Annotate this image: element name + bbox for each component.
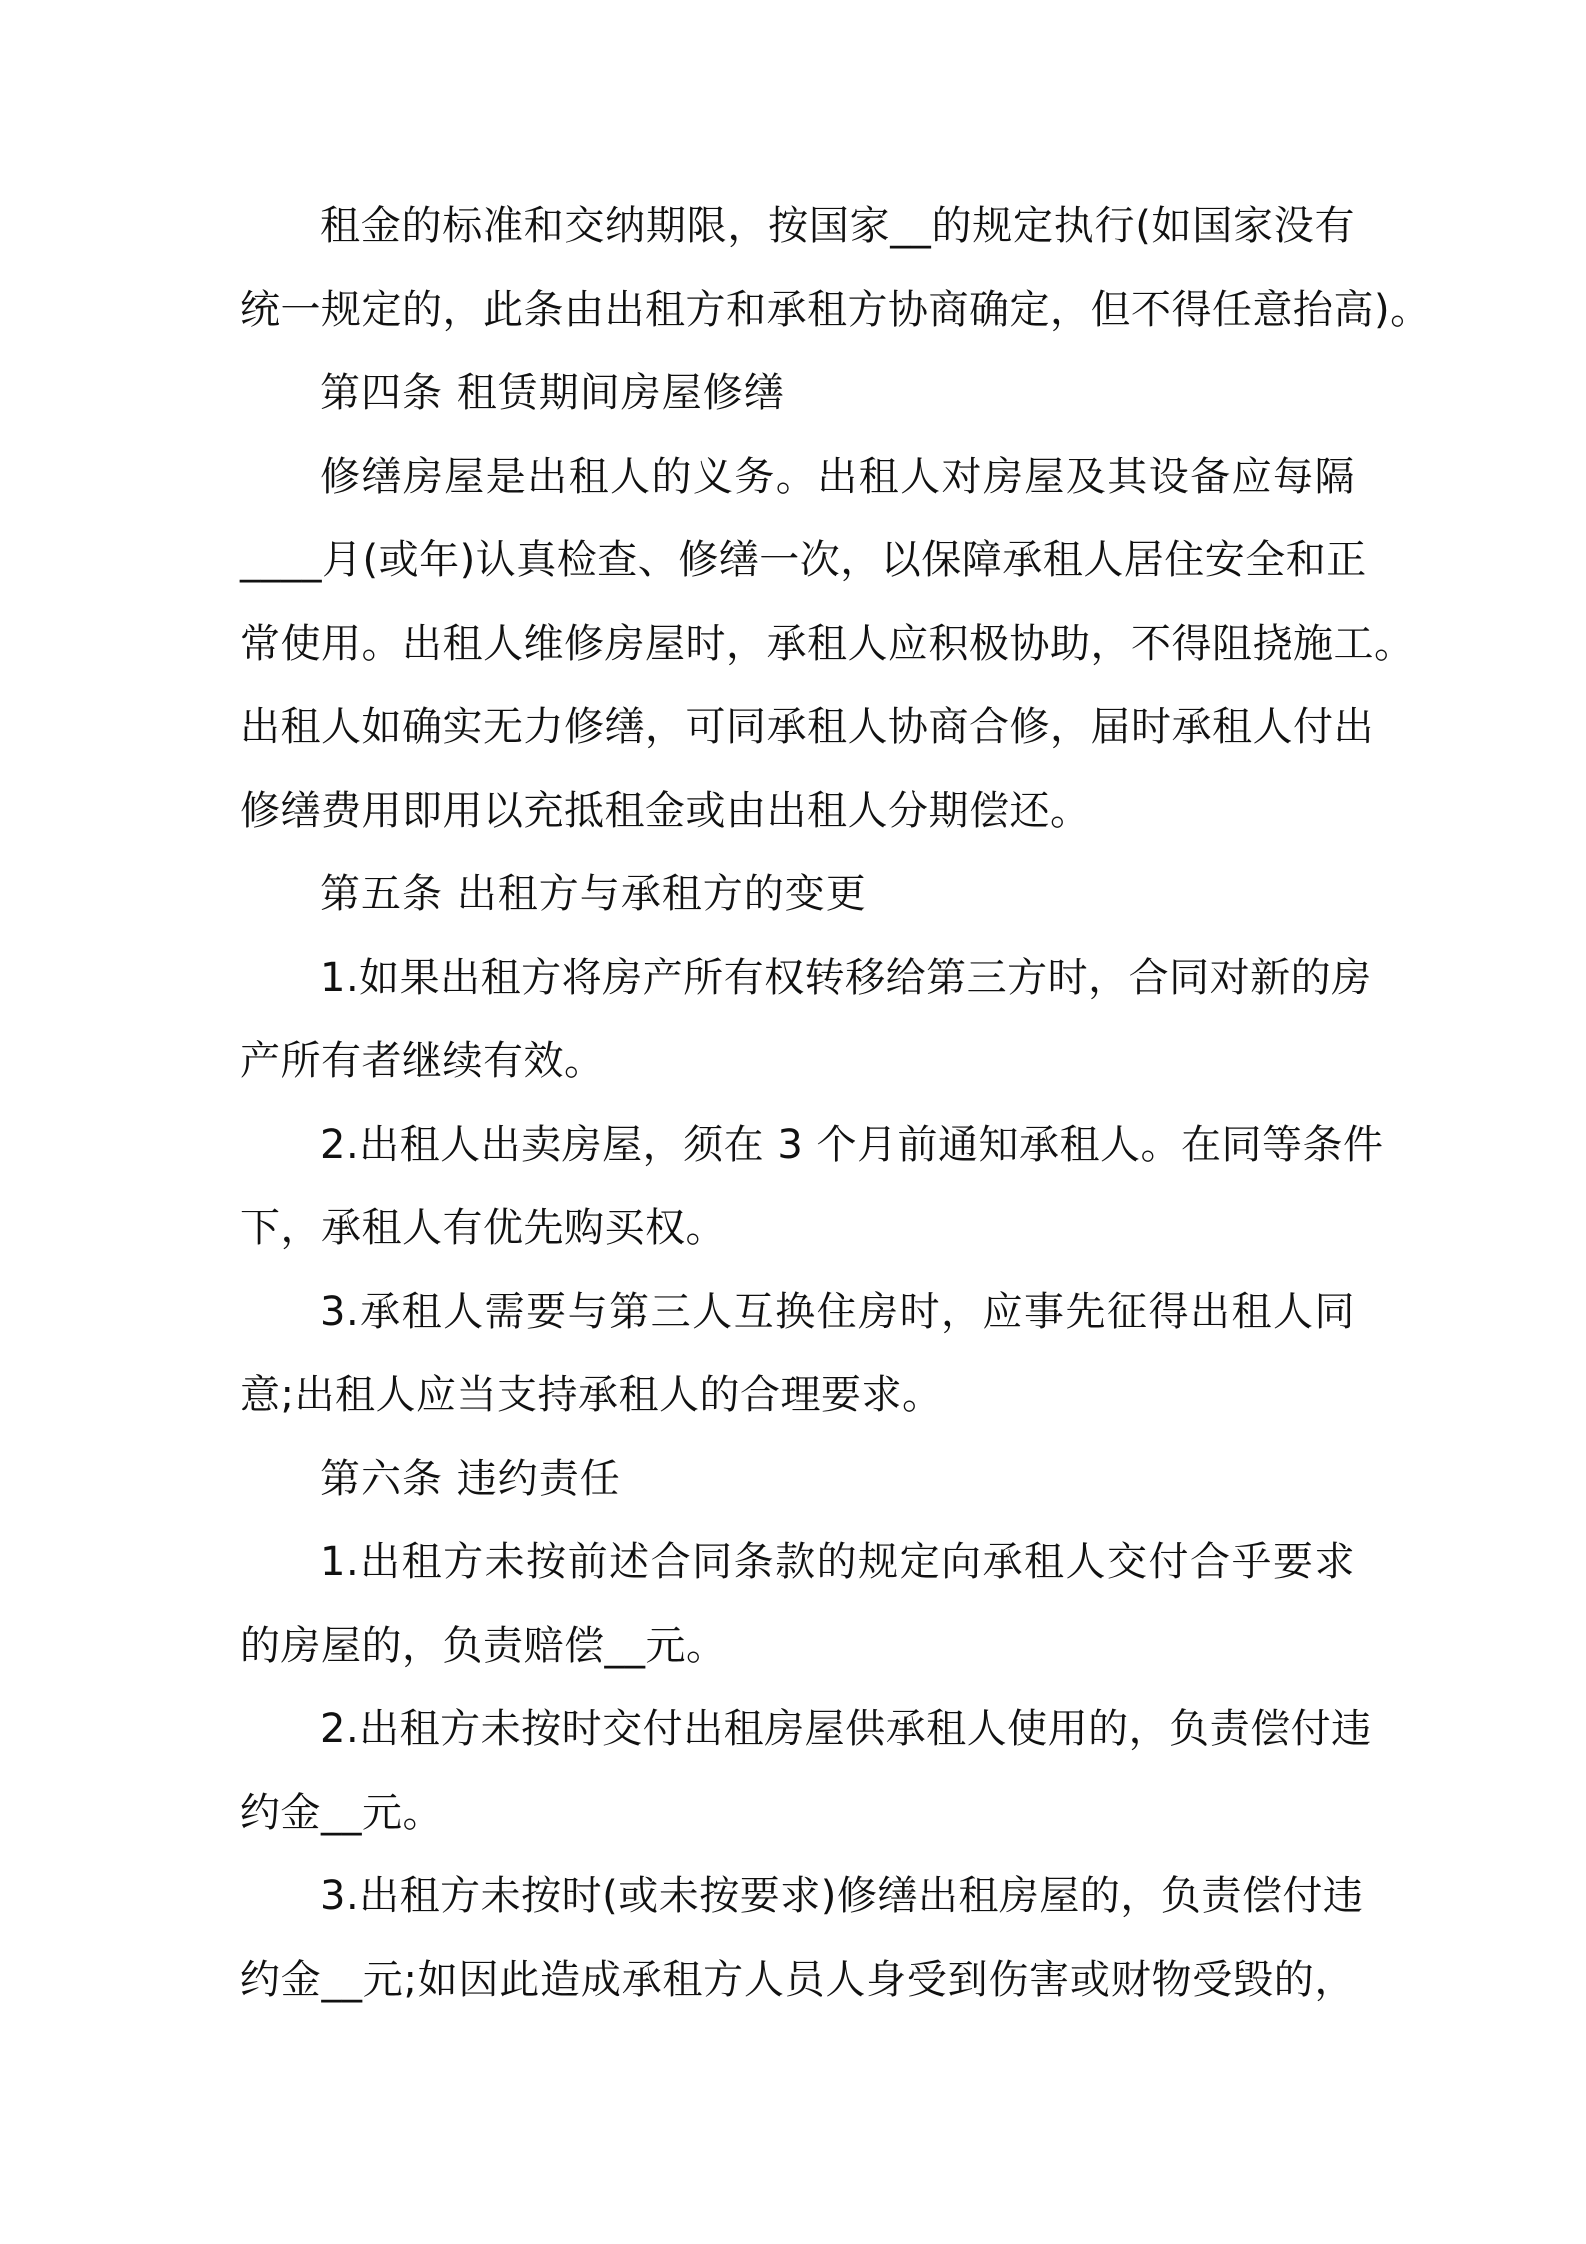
paragraph-line: 约金__元;如因此造成承租方人员人身受到伤害或财物受毁的， xyxy=(240,1956,1355,2003)
paragraph-line: 约金__元。 xyxy=(240,1789,443,1836)
paragraph-line: 修缮费用即用以充抵租金或由出租人分期偿还。 xyxy=(240,787,1091,834)
paragraph-line: 下，承租人有优先购买权。 xyxy=(240,1205,726,1251)
paragraph-line: 2.出租方未按时交付出租房屋供承租人使用的，负责偿付违 xyxy=(320,1706,1372,1752)
paragraph-line: 3.承租人需要与第三人互换住房时，应事先征得出租人同 xyxy=(320,1288,1355,1335)
section-heading: 第六条 违约责任 xyxy=(320,1455,621,1502)
section-heading: 第四条 租赁期间房屋修缮 xyxy=(320,370,785,416)
paragraph-line: 常使用。出租人维修房屋时，承租人应积极协助，不得阻挠施工。 xyxy=(240,620,1415,667)
paragraph-line: 统一规定的，此条由出租方和承租方协商确定，但不得任意抬高)。 xyxy=(240,286,1431,333)
paragraph-line: 产所有者继续有效。 xyxy=(240,1038,605,1084)
section-heading: 第五条 出租方与承租方的变更 xyxy=(320,871,867,917)
paragraph-line: 3.出租方未按时(或未按要求)修缮出租房屋的，负责偿付违 xyxy=(320,1873,1364,1919)
paragraph-line: 的房屋的，负责赔偿__元。 xyxy=(240,1622,727,1669)
paragraph-line: 租金的标准和交纳期限，按国家__的规定执行(如国家没有 xyxy=(320,203,1355,249)
paragraph-line: 出租人如确实无力修缮，可同承租人协商合修，届时承租人付出 xyxy=(240,704,1374,750)
paragraph-line: 意;出租人应当支持承租人的合理要求。 xyxy=(240,1372,943,1418)
paragraph-line: ____月(或年)认真检查、修缮一次，以保障承租人居住安全和正 xyxy=(240,537,1367,583)
paragraph-line: 修缮房屋是出租人的义务。出租人对房屋及其设备应每隔 xyxy=(320,453,1355,500)
paragraph-line: 1.出租方未按前述合同条款的规定向承租人交付合乎要求 xyxy=(320,1539,1355,1585)
paragraph-line: 1.如果出租方将房产所有权转移给第三方时，合同对新的房 xyxy=(320,954,1372,1001)
document-body xyxy=(240,185,1431,2022)
paragraph-line: 2.出租人出卖房屋，须在 3 个月前通知承租人。在同等条件 xyxy=(320,1121,1384,1168)
